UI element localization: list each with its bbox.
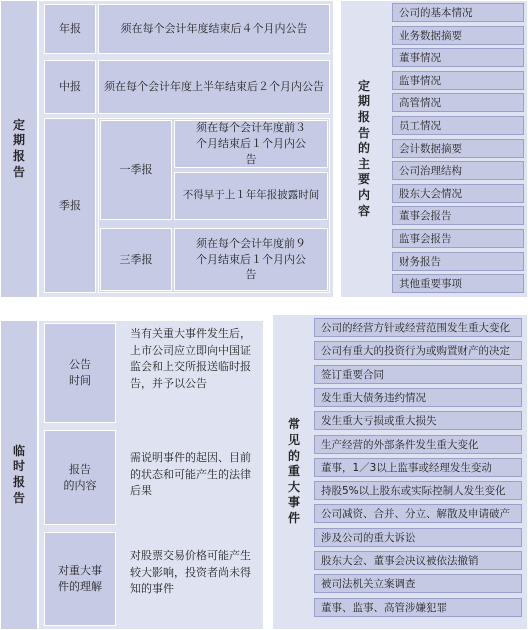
title-char: 见: [287, 433, 300, 448]
major-event-item: 生产经营的外部条件发生重大变化: [314, 435, 522, 454]
title-char: 告: [357, 125, 370, 140]
periodic-content-item: 财务报告: [392, 252, 524, 271]
title-char: 报: [12, 475, 25, 489]
title-char: 要: [357, 172, 370, 187]
interim-content-label: [44, 430, 116, 525]
periodic-content-item: 公司治理结构: [392, 161, 524, 180]
title-char: 内: [357, 187, 370, 202]
periodic-report-title: [1, 1, 37, 297]
semi-rule: 须在每个会计年度上半年结束后２个月内公告: [98, 60, 330, 114]
title-char: 重: [287, 464, 300, 479]
major-event-item: 公司有重大的投资行为或购置财产的决定: [314, 341, 522, 360]
title-char: 报: [12, 149, 25, 163]
title-char: 期: [357, 94, 370, 109]
interim-understanding-label: [44, 532, 116, 626]
periodic-content-item: 其他重要事项: [392, 274, 524, 293]
title-char: 告: [12, 164, 25, 179]
periodic-report-title-panel: [0, 0, 38, 298]
major-event-item: 涉及公司的重大诉讼: [314, 528, 522, 547]
major-event-item: 签订重要合同: [314, 365, 522, 384]
interim-content-label-text: 报告 的内容: [63, 462, 97, 492]
title-char: 临: [12, 443, 25, 458]
periodic-content-item: 董事情况: [392, 48, 524, 67]
semi-label: 中报: [44, 60, 96, 114]
major-event-item: 发生重大亏损或重大损失: [314, 411, 522, 430]
quarterly-label: 季报: [44, 118, 96, 293]
title-char: 大: [287, 479, 300, 494]
title-char: 期: [12, 133, 25, 148]
annual-label: 年报: [44, 4, 96, 54]
interim-time-text: 当有关重大事件发生后，上市公司应立即向中国证监会和上交所报送临时报告，并予以公告: [130, 327, 251, 390]
major-event-item: 董事，1／3以上监事或经理发生变动: [314, 458, 522, 477]
major-event-item: 被司法机关立案调查: [314, 574, 522, 593]
title-char: 告: [12, 490, 25, 505]
title-char: 件: [287, 510, 300, 525]
periodic-content-item: 股东大会情况: [392, 184, 524, 203]
major-event-item: 发生重大债务违约情况: [314, 388, 522, 407]
interim-understanding-text: 对股票交易价格可能产生较大影响，投资者尚未得知的事件: [130, 549, 251, 595]
major-event-item: 公司的经营方针或经营范围发生重大变化: [314, 318, 522, 337]
title-char: 定: [12, 117, 25, 132]
periodic-content-item: 公司的基本情况: [392, 3, 524, 22]
title-char: 定: [357, 78, 370, 93]
major-events-title: [276, 318, 312, 626]
periodic-content-item: 董事会报告: [392, 206, 524, 225]
major-event-item: 董事、监事、高管涉嫌犯罪: [314, 598, 522, 617]
major-event-item: 公司减资、合并、分立、解散及申请破产: [314, 504, 522, 523]
major-event-item: 股东大会、董事会决议被依法撤销: [314, 551, 522, 570]
interim-understanding-label-text: 对重大事 件的理解: [58, 564, 102, 593]
interim-content-text: 需说明事件的起因、目前的状态和可能产生的法律后果: [130, 451, 251, 497]
title-char: 时: [12, 459, 25, 474]
q1-note: 不得早于上１年年报披露时间: [174, 172, 328, 220]
interim-report-title-panel: [0, 320, 38, 630]
title-char: 容: [357, 203, 370, 218]
interim-time-label-text: 公告 时间: [69, 358, 91, 387]
title-char: 的: [287, 448, 300, 463]
interim-time-label: [44, 323, 116, 423]
interim-report-title: [1, 321, 37, 629]
title-char: 事: [287, 495, 300, 510]
annual-rule: 须在每个会计年度结束后４个月内公告: [98, 4, 330, 54]
periodic-content-title: [344, 4, 384, 294]
title-char: 常: [287, 417, 300, 432]
q1-label: 一季报: [100, 120, 172, 220]
periodic-content-item: 员工情况: [392, 116, 524, 135]
periodic-content-item: 监事情况: [392, 71, 524, 90]
title-char: 的: [357, 141, 370, 156]
periodic-content-item: 会计数据摘要: [392, 139, 524, 158]
major-event-item: 持股5%以上股东或实际控制人发生变化: [314, 481, 522, 500]
q3-rule: 须在每个会计年度前９个月结束后１个月内公告: [174, 228, 328, 291]
q1-rule: 须在每个会计年度前３个月结束后１个月内公告: [174, 120, 328, 168]
title-char: 报: [357, 110, 370, 125]
periodic-content-item: 业务数据摘要: [392, 26, 524, 45]
title-char: 主: [357, 156, 370, 171]
q3-label: 三季报: [100, 228, 172, 291]
periodic-content-item: 高管情况: [392, 93, 524, 112]
periodic-content-item: 监事会报告: [392, 229, 524, 248]
